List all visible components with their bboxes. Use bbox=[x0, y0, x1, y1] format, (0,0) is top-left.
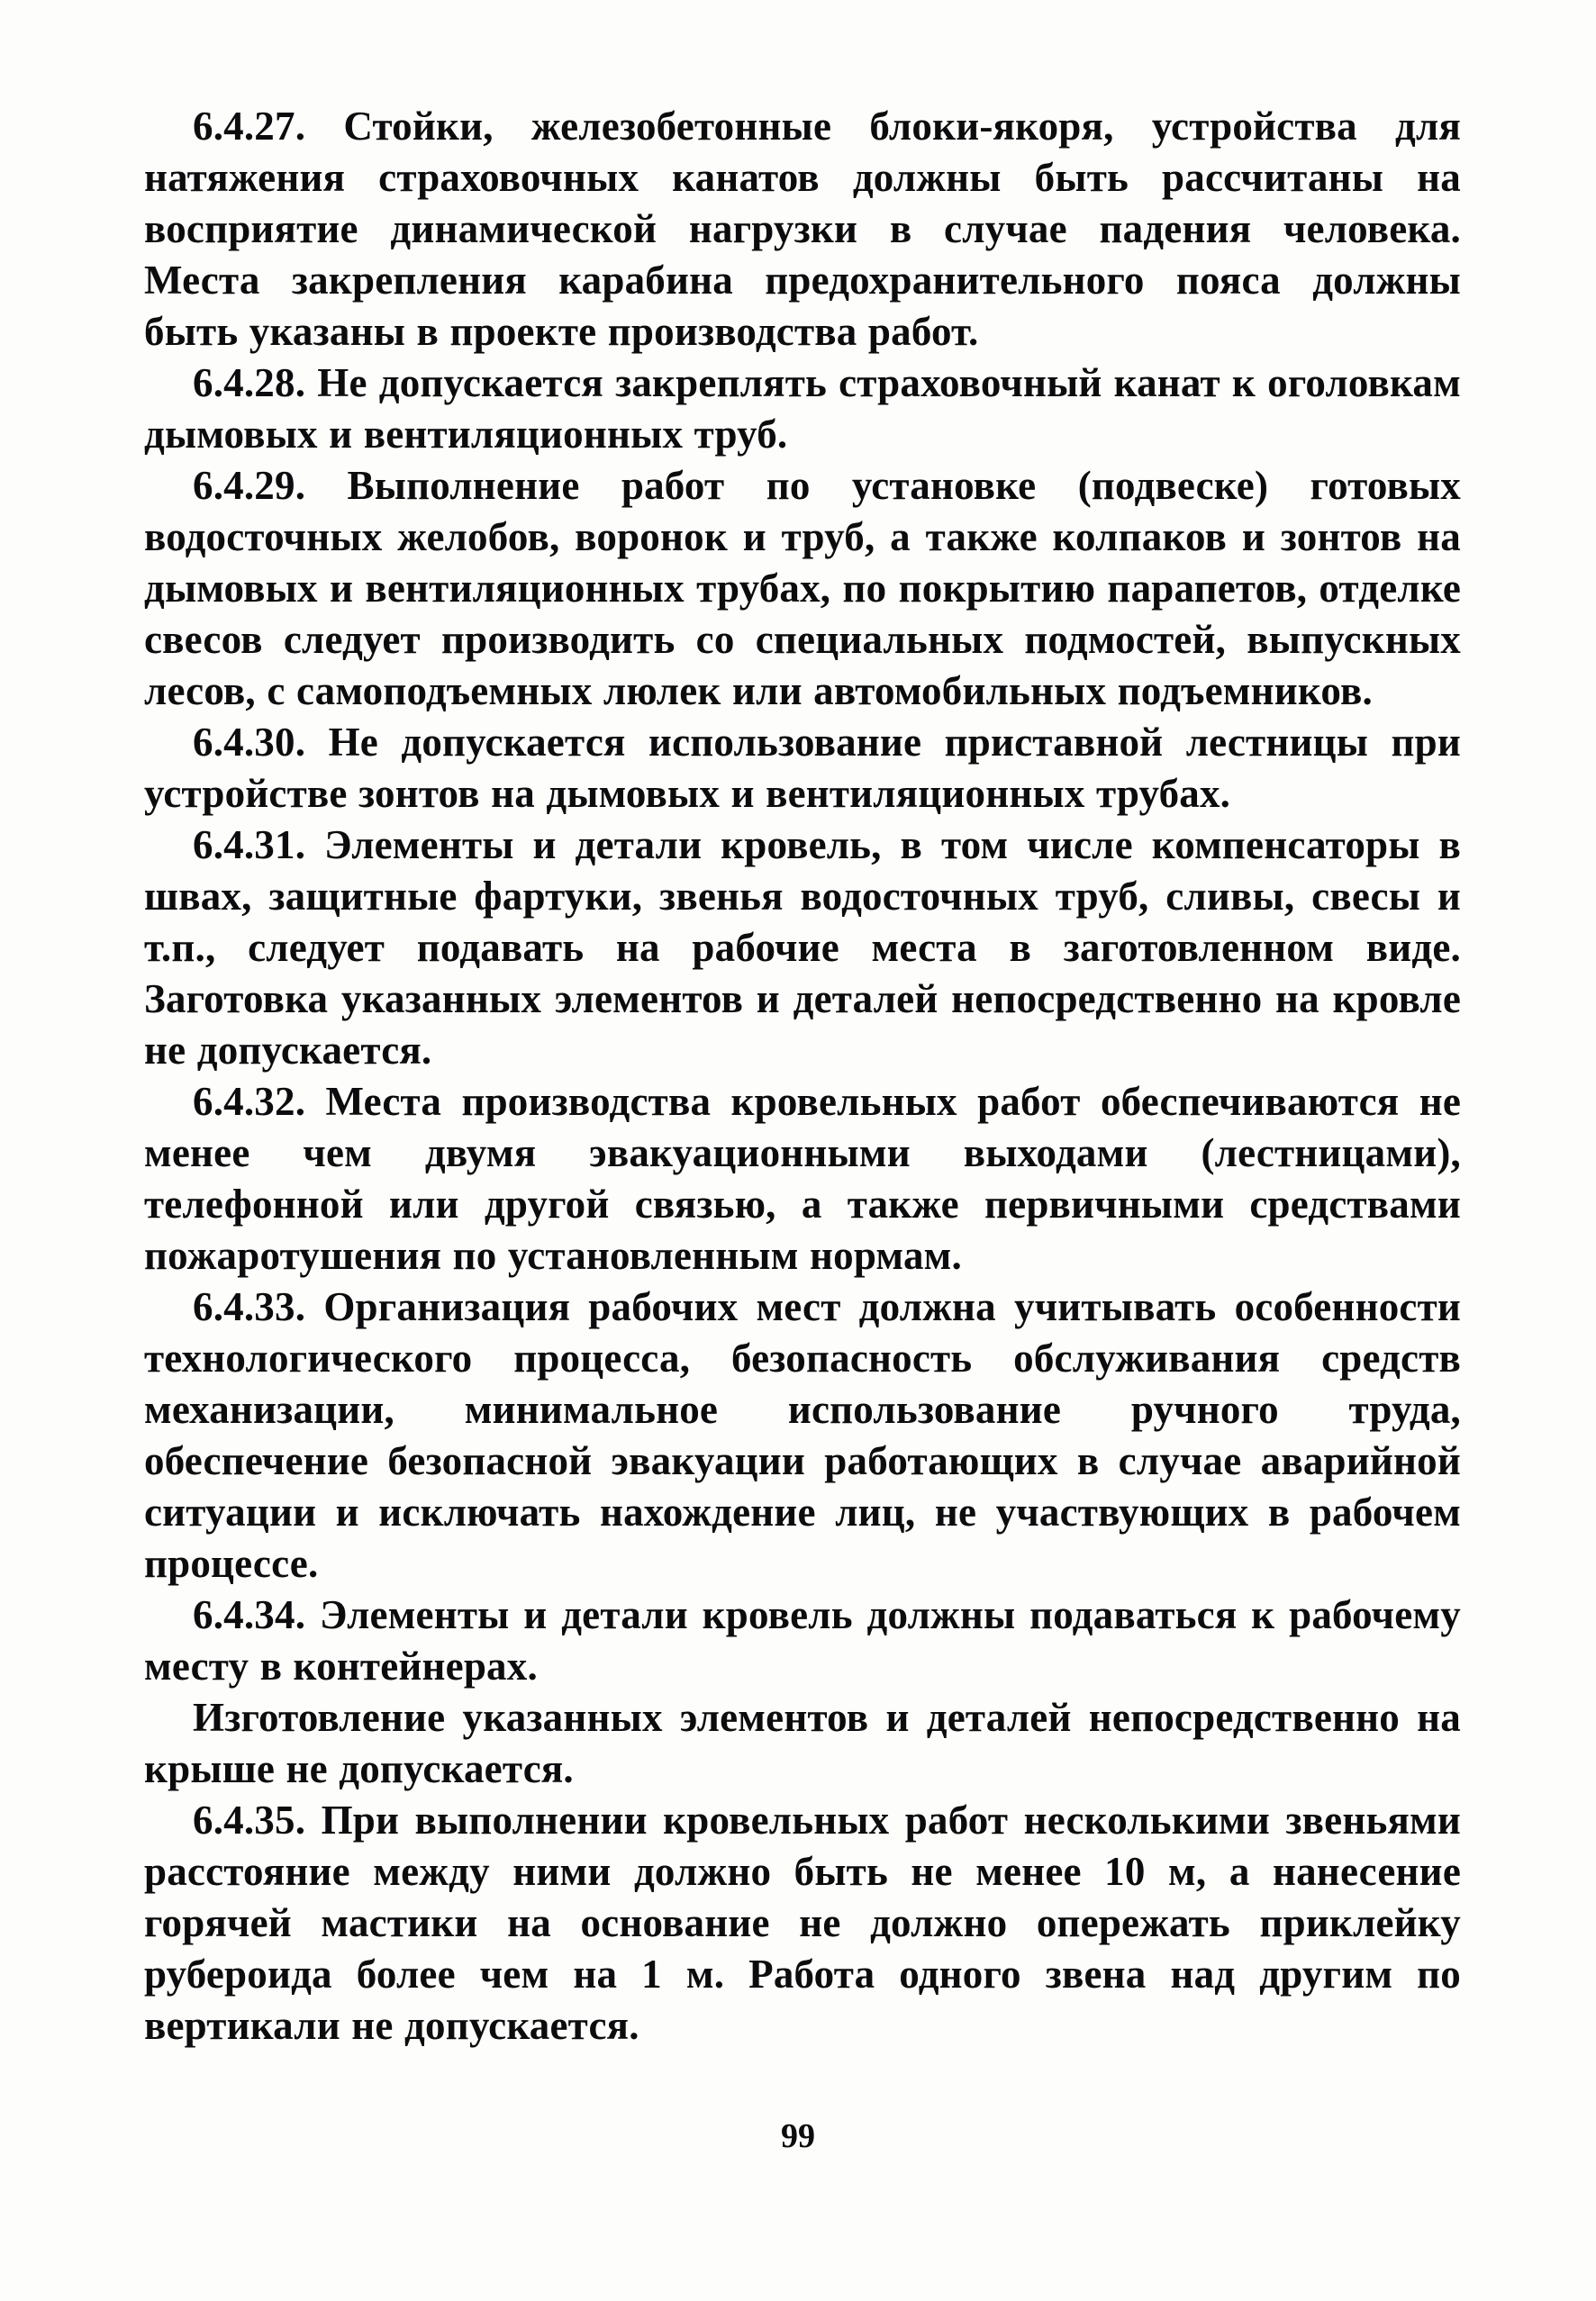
paragraph-6-4-34: 6.4.34. Элементы и детали кровель должны подаваться к рабочему месту в контейнерах. bbox=[144, 1592, 1461, 1689]
paragraph-6-4-32: 6.4.32. Места производства кровельных работ обеспечиваются не менее чем двумя эвакуационными выходами (лестницами), телефонной или другой связью, а также первичными средствами пожаротушения по установленным нормам. bbox=[144, 1079, 1461, 1278]
paragraph-6-4-29: 6.4.29. Выполнение работ по установке (подвеске) готовых водосточных желобов, воронок и труб, а также колпаков и зонтов на дымовых и вентиляционных трубах, по покрытию парапетов, отделке свесов следует производить со специальных подмостей, выпускных лесов, с самоподъемных люлек или автомобильных подъемников. bbox=[144, 463, 1461, 713]
paragraph-6-4-31: 6.4.31. Элементы и детали кровель, в том числе компенсаторы в швах, защитные фартуки, звенья водосточных труб, сливы, свесы и т.п., следует подавать на рабочие места в заготовленном виде. Заготовка указанных элементов и деталей непосредственно на кровле не допускается. bbox=[144, 822, 1461, 1073]
paragraph-6-4-27: 6.4.27. Стойки, железобетонные блоки-якоря, устройства для натяжения страховочных канатов должны быть рассчитаны на восприятие динамической нагрузки в случае падения человека. Места закрепления карабина предохранительного пояса должны быть указаны в проекте производства работ. bbox=[144, 104, 1461, 354]
paragraph-6-4-34-continued: Изготовление указанных элементов и деталей непосредственно на крыше не допускается. bbox=[144, 1695, 1461, 1791]
paragraph-6-4-35: 6.4.35. При выполнении кровельных работ несколькими звеньями расстояние между ними должно быть не менее 10 м, а нанесение горячей мастики на основание не должно опережать приклейку рубероида более чем на 1 м. Работа одного звена над другим по вертикали не допускается. bbox=[144, 1798, 1461, 2048]
document-body bbox=[144, 101, 1461, 2052]
page-number: 99 bbox=[781, 2117, 815, 2155]
paragraph-6-4-33: 6.4.33. Организация рабочих мест должна учитывать особенности технологического процесса, безопасность обслуживания средств механизации, минимальное использование ручного труда, обеспечение безопасной эвакуации работающих в случае аварийной ситуации и исключать нахождение лиц, не участвующих в рабочем процессе. bbox=[144, 1284, 1461, 1586]
paragraph-6-4-28: 6.4.28. Не допускается закреплять страховочный канат к оголовкам дымовых и вентиляционных труб. bbox=[144, 360, 1461, 457]
paragraph-6-4-30: 6.4.30. Не допускается использование приставной лестницы при устройстве зонтов на дымовых и вентиляционных трубах. bbox=[144, 720, 1461, 816]
